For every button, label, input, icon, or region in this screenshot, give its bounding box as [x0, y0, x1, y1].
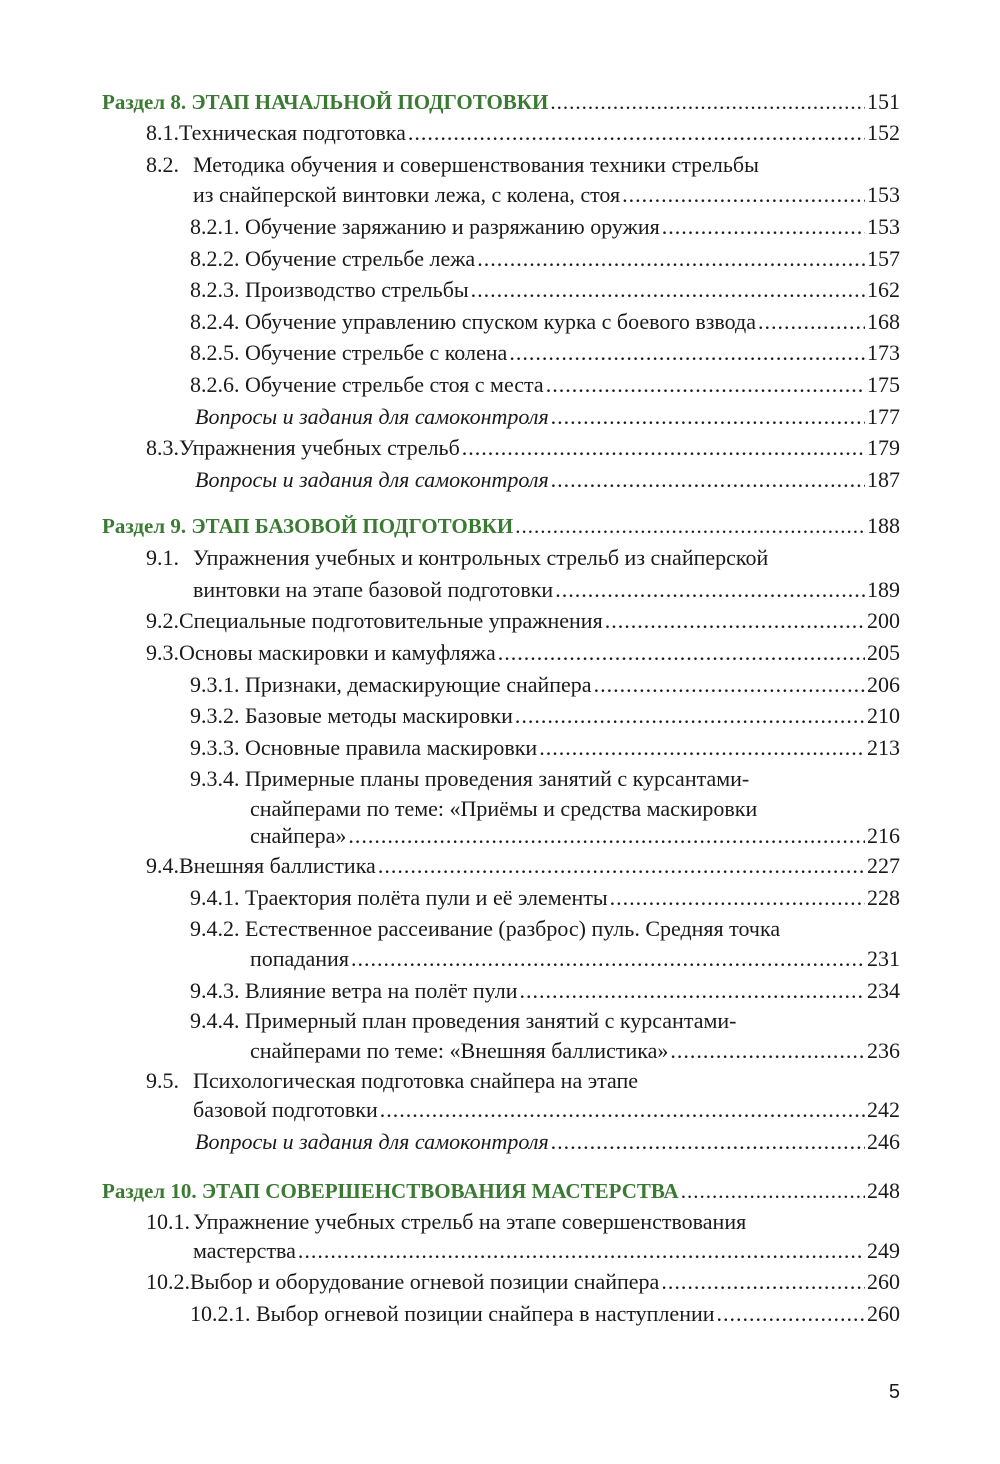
toc-entry: [193, 1237, 900, 1265]
dot-leader: [551, 403, 865, 431]
toc-section-heading: [102, 1177, 900, 1205]
toc-page-number: 187: [867, 467, 900, 492]
toc-page-number: 231: [867, 946, 900, 971]
toc-entry-title: Специальные подготовительные упражнения: [179, 608, 603, 633]
toc-entry-title: Психологическая подготовка снайпера на этапе: [193, 1068, 639, 1093]
dot-leader: [477, 245, 865, 273]
toc-entry-title: Основы маскировки и камуфляжа: [179, 640, 496, 665]
toc-entry-title: 8.2.4. Обучение управлению спуском курка с боевого взвода: [190, 309, 756, 334]
dot-leader: [551, 466, 865, 494]
toc-entry-title: 8.2.3. Производство стрельбы: [190, 277, 469, 302]
toc-page-number: 153: [867, 214, 900, 239]
toc-entry-title: Техническая подготовка: [179, 120, 406, 145]
toc-entry: [146, 639, 900, 667]
toc-entry-title: Раздел 10. ЭТАП СОВЕРШЕНСТВОВАНИЯ МАСТЕРСТВА: [102, 1179, 679, 1203]
toc-page-number: 177: [867, 404, 900, 429]
toc-entry: [190, 671, 900, 699]
toc-page-number: 173: [867, 340, 900, 365]
toc-section-heading: [102, 88, 900, 116]
dot-leader: [594, 671, 865, 699]
toc-entry: [190, 339, 900, 367]
toc-entry-title: попадания: [250, 946, 349, 971]
toc-page-number: 151: [867, 89, 900, 114]
toc-entry-number: 9.3.: [146, 640, 179, 665]
toc-entry-number: 9.2.: [146, 608, 179, 633]
toc-entry: [146, 151, 900, 179]
toc-entry: [146, 434, 900, 462]
toc-page-number: 188: [867, 513, 900, 538]
dot-leader: [380, 1096, 865, 1124]
toc-entry-title: 8.2.2. Обучение стрельбе лежа: [190, 246, 476, 271]
toc-entry-title: 9.3.3. Основные правила маскировки: [190, 735, 538, 760]
dot-leader: [622, 181, 865, 209]
dot-leader: [605, 607, 865, 635]
dot-leader: [610, 884, 865, 912]
toc-entry: [190, 915, 900, 943]
toc-entry-title: Внешняя баллистика: [179, 853, 376, 878]
dot-leader: [351, 945, 865, 973]
toc-entry-title: мастерства: [193, 1238, 296, 1263]
toc-page-number: 260: [867, 1301, 900, 1326]
toc-entry: [193, 1096, 900, 1124]
toc-entry-title: 9.3.2. Базовые методы маскировки: [190, 703, 513, 728]
toc-entry: [146, 1268, 900, 1296]
toc-page-number: 248: [867, 1178, 900, 1203]
toc-entry-title: снайперами по теме: «Внешняя баллистика»: [250, 1038, 669, 1063]
toc-page-number: 236: [867, 1038, 900, 1063]
toc-entry-number: 9.4.: [146, 853, 179, 878]
toc-entry: [146, 1067, 900, 1095]
dot-leader: [662, 213, 865, 241]
toc-entry: [146, 1208, 900, 1236]
dot-leader: [462, 434, 865, 462]
toc-page-number: 189: [867, 577, 900, 602]
toc-entry-title: 9.3.4. Примерные планы проведения занятий с курсантами-: [190, 766, 750, 791]
toc-page-number: 153: [867, 182, 900, 207]
toc-entry: [146, 852, 900, 880]
toc-entry: [193, 576, 900, 604]
toc-entry-title: 8.2.5. Обучение стрельбе с колена: [190, 340, 508, 365]
toc-page-number: 179: [867, 435, 900, 460]
toc-page-number: 246: [867, 1129, 900, 1154]
toc-page-number: 260: [867, 1269, 900, 1294]
toc-page-number: 205: [867, 640, 900, 665]
toc-entry: [190, 734, 900, 762]
toc-entry-title: Вопросы и задания для самоконтроля: [195, 404, 549, 429]
toc-page-number: 175: [867, 372, 900, 397]
toc-entry-number: 8.1.: [146, 120, 179, 145]
toc-entry-number: 9.1.: [146, 545, 179, 570]
toc-entry: [193, 181, 900, 209]
toc-entry-title: 10.2.1. Выбор огневой позиции снайпера в наступлении: [190, 1301, 715, 1326]
toc-entry: [195, 1128, 900, 1156]
toc-entry: [190, 884, 900, 912]
toc-entry: [195, 403, 900, 431]
toc-page-number: 210: [867, 703, 900, 728]
toc-entry: [195, 466, 900, 494]
dot-leader: [758, 308, 865, 336]
toc-entry-title: Выбор и оборудование огневой позиции снайпера: [190, 1269, 660, 1294]
toc-entry-title: 9.4.2. Естественное рассеивание (разброс) пуль. Средняя точка: [190, 916, 781, 941]
toc-entry-title: Методика обучения и совершенствования техники стрельбы: [193, 152, 759, 177]
toc-entry-title: Упражнение учебных стрельб на этапе совершенствования: [193, 1209, 747, 1234]
toc-entry: [250, 795, 900, 823]
dot-leader: [551, 1128, 865, 1156]
toc-page-number: 157: [867, 246, 900, 271]
toc-entry: [190, 371, 900, 399]
toc-entry-number: 8.2.: [146, 152, 179, 177]
dot-leader: [550, 88, 865, 116]
toc-page-number: 152: [867, 120, 900, 145]
toc-page-number: 216: [867, 823, 900, 848]
toc-entry: [190, 276, 900, 304]
toc-entry-title: Упражнения учебных стрельб: [179, 435, 460, 460]
toc-page-number: 213: [867, 735, 900, 760]
toc-entry: [146, 607, 900, 635]
toc-entry-number: 10.2.: [146, 1269, 190, 1294]
dot-leader: [681, 1177, 865, 1205]
toc-entry-title: 8.2.1. Обучение заряжанию и разряжанию оружия: [190, 214, 660, 239]
toc-entry-title: снайпера»: [250, 823, 347, 848]
toc-entry-title: Упражнения учебных и контрольных стрельб из снайперской: [193, 545, 769, 570]
dot-leader: [298, 1237, 865, 1265]
toc-entry-title: 8.2.6. Обучение стрельбе стоя с места: [190, 372, 544, 397]
toc-entry-title: базовой подготовки: [193, 1097, 378, 1122]
dot-leader: [661, 1268, 865, 1296]
toc-entry: [190, 977, 900, 1005]
toc-entry: [250, 822, 900, 850]
toc-section-heading: [102, 512, 900, 540]
toc-page-number: 227: [867, 853, 900, 878]
dot-leader: [515, 702, 865, 730]
toc-entry-title: 9.4.4. Примерный план проведения занятий с курсантами-: [190, 1008, 737, 1033]
toc-entry: [190, 1007, 900, 1035]
dot-leader: [515, 512, 865, 540]
toc-entry-title: 9.4.1. Траектория полёта пули и её элементы: [190, 885, 608, 910]
page-number: 5: [888, 1381, 900, 1403]
dot-leader: [717, 1300, 865, 1328]
toc-entry-title: Вопросы и задания для самоконтроля: [195, 467, 549, 492]
dot-leader: [509, 339, 865, 367]
toc-page-number: 249: [867, 1238, 900, 1263]
toc-entry-title: Раздел 8. ЭТАП НАЧАЛЬНОЙ ПОДГОТОВКИ: [102, 90, 549, 114]
toc-entry: [190, 245, 900, 273]
dot-leader: [539, 734, 865, 762]
toc-entry: [250, 945, 900, 973]
toc-page-number: 200: [867, 608, 900, 633]
toc-entry-title: Вопросы и задания для самоконтроля: [195, 1129, 549, 1154]
dot-leader: [471, 276, 865, 304]
toc-page-number: 234: [867, 978, 900, 1003]
toc-entry: [250, 1037, 900, 1065]
toc-page-number: 228: [867, 885, 900, 910]
toc-entry-title: винтовки на этапе базовой подготовки: [193, 577, 554, 602]
toc-page-number: 242: [867, 1097, 900, 1122]
dot-leader: [348, 822, 865, 850]
toc-entry-number: 10.1.: [146, 1209, 190, 1234]
toc-entry-title: 9.4.3. Влияние ветра на полёт пули: [190, 978, 518, 1003]
dot-leader: [555, 576, 865, 604]
dot-leader: [670, 1037, 865, 1065]
toc-entry-title: из снайперской винтовки лежа, с колена, стоя: [193, 182, 621, 207]
toc-entry-number: 9.5.: [146, 1068, 179, 1093]
toc-entry: [146, 119, 900, 147]
dot-leader: [378, 852, 865, 880]
toc-entry: [190, 308, 900, 336]
toc-entry: [190, 765, 900, 793]
toc-page-number: 168: [867, 309, 900, 334]
dot-leader: [498, 639, 865, 667]
toc-entry: [190, 1300, 900, 1328]
toc-entry: [146, 544, 900, 572]
toc-entry: [190, 213, 900, 241]
toc-page-number: 162: [867, 277, 900, 302]
toc-entry-title: Раздел 9. ЭТАП БАЗОВОЙ ПОДГОТОВКИ: [102, 514, 514, 538]
toc-entry-number: 8.3.: [146, 435, 179, 460]
toc-page-number: 206: [867, 672, 900, 697]
dot-leader: [519, 977, 865, 1005]
toc-entry-title: снайперами по теме: «Приёмы и средства маскировки: [250, 796, 758, 821]
dot-leader: [408, 119, 865, 147]
toc-entry-title: 9.3.1. Признаки, демаскирующие снайпера: [190, 672, 592, 697]
toc-entry: [190, 702, 900, 730]
dot-leader: [546, 371, 865, 399]
